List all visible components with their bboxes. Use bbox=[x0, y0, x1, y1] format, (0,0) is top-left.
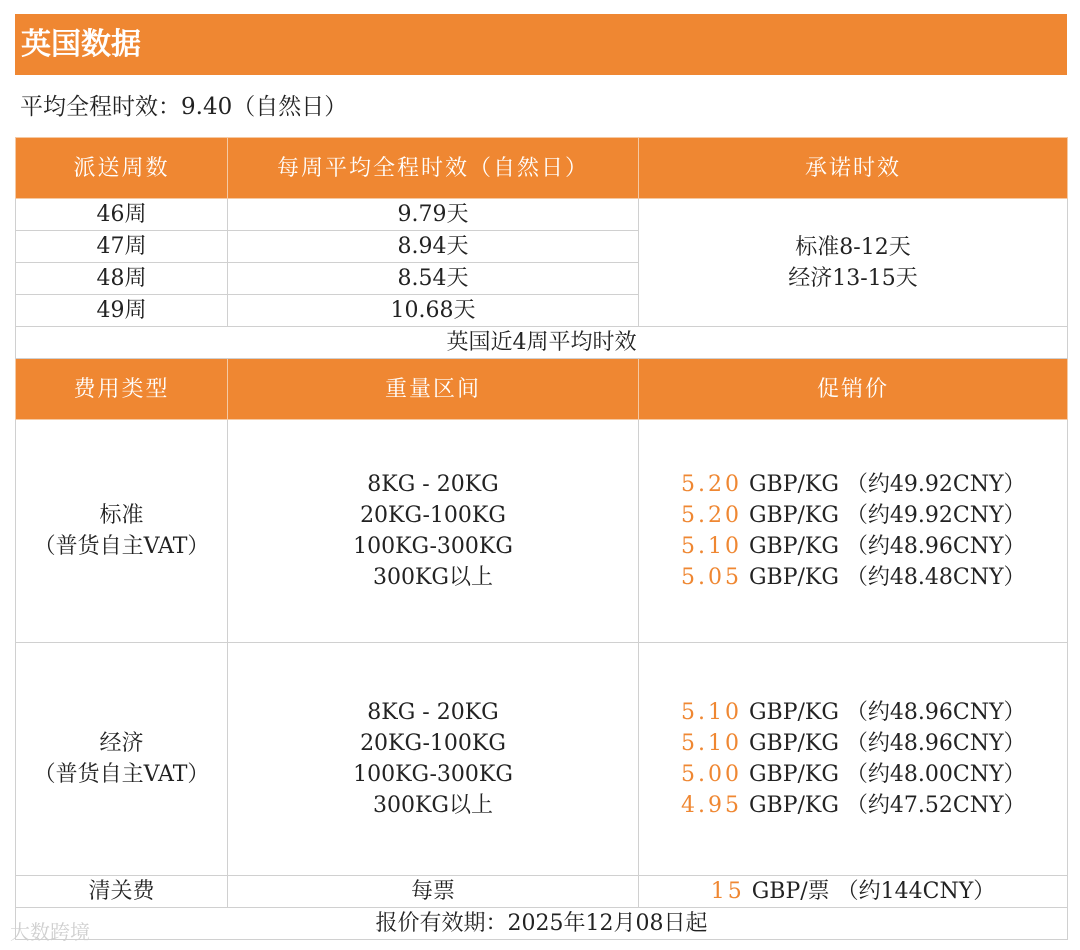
price-unit: GBP/KG （约48.48CNY） bbox=[741, 565, 1026, 590]
week-cell: 47周 bbox=[16, 231, 228, 263]
price-unit: GBP/KG （约49.92CNY） bbox=[741, 503, 1026, 528]
price-line bbox=[681, 790, 1067, 821]
week-cell: 46周 bbox=[16, 199, 228, 231]
price-unit: GBP/KG （约47.52CNY） bbox=[741, 793, 1026, 818]
timing-footer: 英国近4周平均时效 bbox=[16, 327, 1068, 359]
fee-type-standard bbox=[16, 420, 228, 643]
price-line bbox=[681, 697, 1067, 728]
weight-range: 100KG-300KG bbox=[353, 534, 513, 559]
weight-range: 8KG - 20KG bbox=[367, 700, 499, 725]
weight-ranges bbox=[228, 643, 639, 876]
promise-cell bbox=[639, 199, 1068, 327]
timing-footer-row bbox=[16, 327, 1068, 359]
price-header-row bbox=[16, 359, 1068, 420]
price-value: 15 bbox=[710, 879, 745, 904]
price-value: 5.10 bbox=[681, 731, 742, 756]
weight-range: 20KG-100KG bbox=[360, 503, 506, 528]
price-unit: GBP/票 （约144CNY） bbox=[744, 879, 996, 904]
validity-row bbox=[16, 908, 1068, 940]
uk-data-table bbox=[15, 137, 1068, 940]
header-weekly-average: 每周平均全程时效（自然日） bbox=[228, 138, 639, 199]
promise-economy: 经济13-15天 bbox=[788, 265, 918, 291]
weight-range: 8KG - 20KG bbox=[367, 472, 499, 497]
weight-range: 20KG-100KG bbox=[360, 731, 506, 756]
header-promised-time: 承诺时效 bbox=[639, 138, 1068, 199]
table-row bbox=[16, 420, 1068, 643]
validity-note: 报价有效期：2025年12月08日起 bbox=[16, 908, 1068, 940]
price-line bbox=[681, 531, 1067, 562]
avg-cell: 10.68天 bbox=[228, 295, 639, 327]
price-value: 5.05 bbox=[681, 565, 742, 590]
promise-standard: 标准8-12天 bbox=[795, 234, 911, 260]
week-cell: 49周 bbox=[16, 295, 228, 327]
timing-header-row bbox=[16, 138, 1068, 199]
clearance-range: 每票 bbox=[228, 876, 639, 908]
price-value: 5.00 bbox=[681, 762, 742, 787]
promo-prices bbox=[639, 420, 1068, 643]
fee-type-note: （普货自主VAT） bbox=[33, 762, 210, 787]
fee-type-name: 经济 bbox=[99, 731, 144, 756]
price-unit: GBP/KG （约48.96CNY） bbox=[741, 534, 1026, 559]
price-unit: GBP/KG （约48.96CNY） bbox=[741, 731, 1026, 756]
table-row bbox=[16, 199, 1068, 231]
watermark: 大数跨境 bbox=[10, 920, 90, 944]
header-weight-range: 重量区间 bbox=[228, 359, 639, 420]
avg-cell: 9.79天 bbox=[228, 199, 639, 231]
fee-type-economy bbox=[16, 643, 228, 876]
price-unit: GBP/KG （约49.92CNY） bbox=[741, 472, 1026, 497]
price-value: 5.20 bbox=[681, 472, 742, 497]
weight-range: 100KG-300KG bbox=[353, 762, 513, 787]
header-fee-type: 费用类型 bbox=[16, 359, 228, 420]
price-line bbox=[681, 728, 1067, 759]
price-line bbox=[681, 562, 1067, 593]
fee-type-name: 标准 bbox=[99, 503, 144, 528]
week-cell: 48周 bbox=[16, 263, 228, 295]
header-promo-price: 促销价 bbox=[639, 359, 1068, 420]
price-value: 5.10 bbox=[681, 700, 742, 725]
weight-ranges bbox=[228, 420, 639, 643]
price-line bbox=[681, 500, 1067, 531]
table-row bbox=[16, 643, 1068, 876]
price-line bbox=[681, 759, 1067, 790]
clearance-price bbox=[639, 876, 1068, 908]
page-title: 英国数据 bbox=[15, 14, 1067, 75]
promo-prices bbox=[639, 643, 1068, 876]
price-line bbox=[681, 469, 1067, 500]
table-row bbox=[16, 876, 1068, 908]
avg-cell: 8.54天 bbox=[228, 263, 639, 295]
weight-range: 300KG以上 bbox=[372, 565, 493, 590]
clearance-label: 清关费 bbox=[16, 876, 228, 908]
price-value: 5.10 bbox=[681, 534, 742, 559]
header-delivery-week: 派送周数 bbox=[16, 138, 228, 199]
average-transit-time: 平均全程时效：9.40（自然日） bbox=[20, 94, 348, 120]
price-value: 5.20 bbox=[681, 503, 742, 528]
weight-range: 300KG以上 bbox=[372, 793, 493, 818]
fee-type-note: （普货自主VAT） bbox=[33, 534, 210, 559]
price-value: 4.95 bbox=[681, 793, 742, 818]
price-unit: GBP/KG （约48.00CNY） bbox=[741, 762, 1026, 787]
price-unit: GBP/KG （约48.96CNY） bbox=[741, 700, 1026, 725]
avg-cell: 8.94天 bbox=[228, 231, 639, 263]
